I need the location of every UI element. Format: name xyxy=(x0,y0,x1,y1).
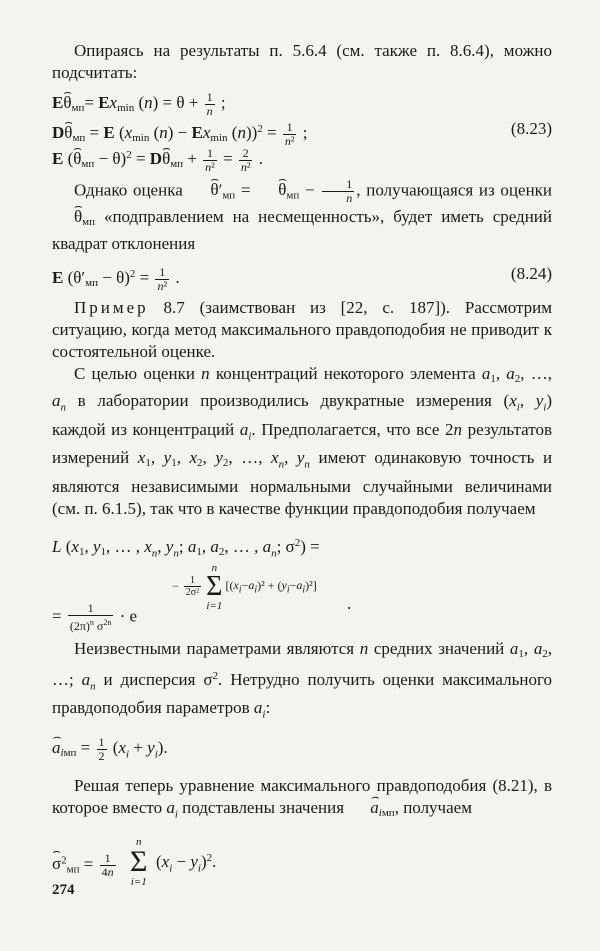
formula-expectation: E⌢ $\theta_{мп}= Ex_{min}$ (n) = θ + $\frac{1}{n}$ ; xyxy=(52,90,552,116)
equation-number-8-23: (8.23) xyxy=(510,119,552,138)
page-number: 274 xyxy=(52,882,75,898)
formula-variance: D⌢ $\theta_{мп} = E$ ($x_{min}$ $(n) - Ex_{min}$ (n))$^2$ = $\frac{1}{\text{n²}}$ ; (8.23) xyxy=(52,116,552,142)
formula-mse: E (⌢ $\theta_{мп} - \theta)^2$ = D⌢ $\theta_{мп}$ + $\frac{1}{\text{n²}}$ = $\frac{2}{\text{n²}}$ . xyxy=(52,142,552,168)
paragraph-solve: Решая теперь уравнение максимального правдоподобия (8.21), в которое вместо $a_i$ подставлены значения ⌢ $a_{iмп}$, получаем xyxy=(52,775,552,825)
paragraph-example: Пример 8.7 (заимствован из [22, с. 187]). Рассмотрим ситуацию, когда метод максимального правдоподобия не приводит к состоятельной оценке. xyxy=(52,298,552,362)
paragraph-corrected-estimate: Однако оценка ⌢ $\theta'_{мп}$ = ⌢ $\theta_{мп}$ − $\frac{1}{n}$ , получающаяся из оценки ⌢ $\theta_{мп}$ «подправлением на несмещенность», будет иметь средний квадрат отклонения xyxy=(52,178,552,255)
formula-8-24: E $(\theta'_{мп} - \theta)^2$ = $\frac{1}{\text{n²}}$ . (8.24) xyxy=(52,261,552,287)
formula-likelihood-body: − $\frac{1}{\text{2σ²}}$ n Σ i=1 $[(x_i-a_i)^2 + (y_i-a_i)^2]$ = $\frac{1}{(2\pi)^n \sigma^{2n}}$ · e . xyxy=(52,561,352,633)
page-body xyxy=(52,40,552,892)
paragraph-parameters: Неизвестными параметрами являются n средних значений $a_1$, $a_2$, …; $a_n$ и дисперсия $\sigma^2$. Нетрудно получить оценки максимального правдоподобия параметров $a_i$: xyxy=(52,638,553,721)
formula-likelihood-head: L ($x_1$, $y_1$, … , $x_n$, $y_n$; $a_1$, $a_2$, … , $a_n$; $\sigma^2$) = xyxy=(52,536,320,559)
paragraph-setup: С целью оценки n концентраций некоторого элемента $a_1$, $a_2$, …, $a_n$ в лаборатории производились двукратные измерения ($x_i$, $y_i$) каждой из концентраций $a_i$. Предполагается, что все 2n результатов измерений $x_1$, $y_1$, $x_2$, $y_2$, …, $x_n$, $y_n$ имеют одинаковую точность и являются независимыми нормальными случайными величинами (см. п. 6.1.5), так что в качестве функции правдоподобия получаем xyxy=(52,364,553,518)
paragraph-intro: Опираясь на результаты п. 5.6.4 (см. также п. 8.6.4), можно подсчитать: xyxy=(52,41,552,82)
formula-a-estimate: ⌢ $a_{iмп}$ = $\frac{1}{2}$ $(x_i + y_i)$. xyxy=(52,735,552,761)
equation-number-8-24: (8.24) xyxy=(510,264,552,284)
formula-sigma-estimate: ⌢ $\sigma^2_{мп}$ = $\frac{1}{4n}$ n Σ i=1 $(x_i - y_i)^2$. xyxy=(52,836,552,892)
